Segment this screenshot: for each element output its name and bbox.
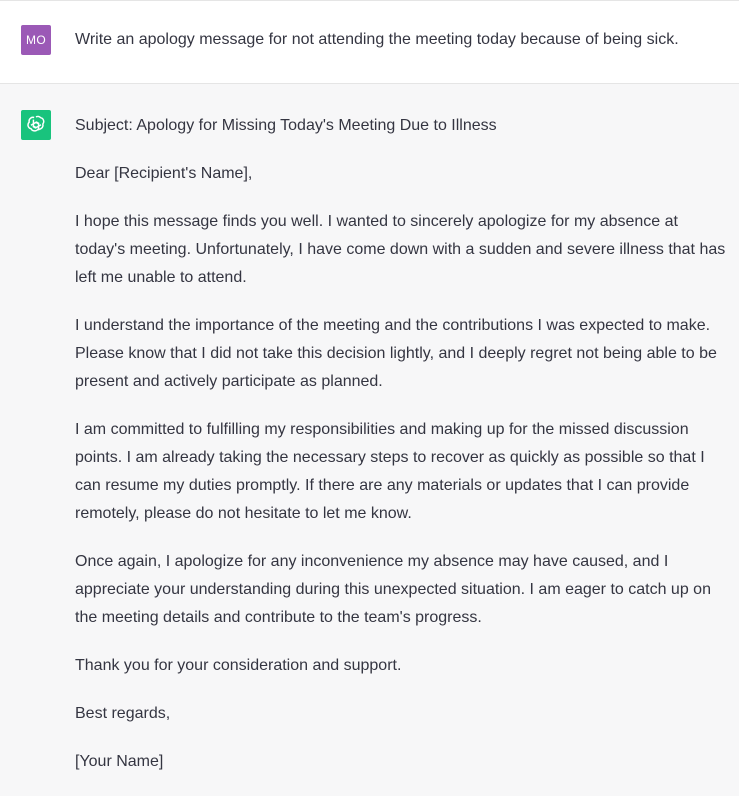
message-paragraph: I am committed to fulfilling my responsibilities and making up for the missed discussion points. I am already taking the necessary steps to recover as quickly as possible so that I can resume my duties promptly. If there are any materials or updates that I can provide remotely, please do not hesitate to let me know.: [75, 421, 705, 522]
message-subject: Subject: Apology for Missing Today's Meeting Due to Illness: [75, 117, 497, 134]
user-avatar: MO: [21, 25, 51, 55]
message-signoff: Best regards,: [75, 705, 171, 722]
message-paragraph: Once again, I apologize for any inconvenience my absence may have caused, and I appreciate your understanding during this unexpected situation. I am eager to catch up on the meeting details and contribute to the team's progress.: [75, 553, 711, 626]
message-thanks: Thank you for your consideration and support.: [75, 657, 402, 674]
message-greeting: Dear [Recipient's Name],: [75, 165, 253, 182]
openai-logo-icon: [21, 110, 51, 140]
assistant-message-row: [0, 84, 739, 773]
message-paragraph: I hope this message finds you well. I wanted to sincerely apologize for my absence at today's meeting. Unfortunately, I have come down with a sudden and severe illness that has left me unable to attend.: [75, 213, 726, 286]
message-paragraph: I understand the importance of the meeting and the contributions I was expected to make. Please know that I did not take this decision lightly, and I deeply regret not being able to be present and actively participate as planned.: [75, 317, 717, 390]
message-signature: [Your Name]: [75, 753, 164, 770]
assistant-message-text: [75, 112, 731, 796]
user-message-row: [0, 0, 739, 84]
user-message-text: Write an apology message for not attending the meeting today because of being sick.: [75, 31, 679, 48]
